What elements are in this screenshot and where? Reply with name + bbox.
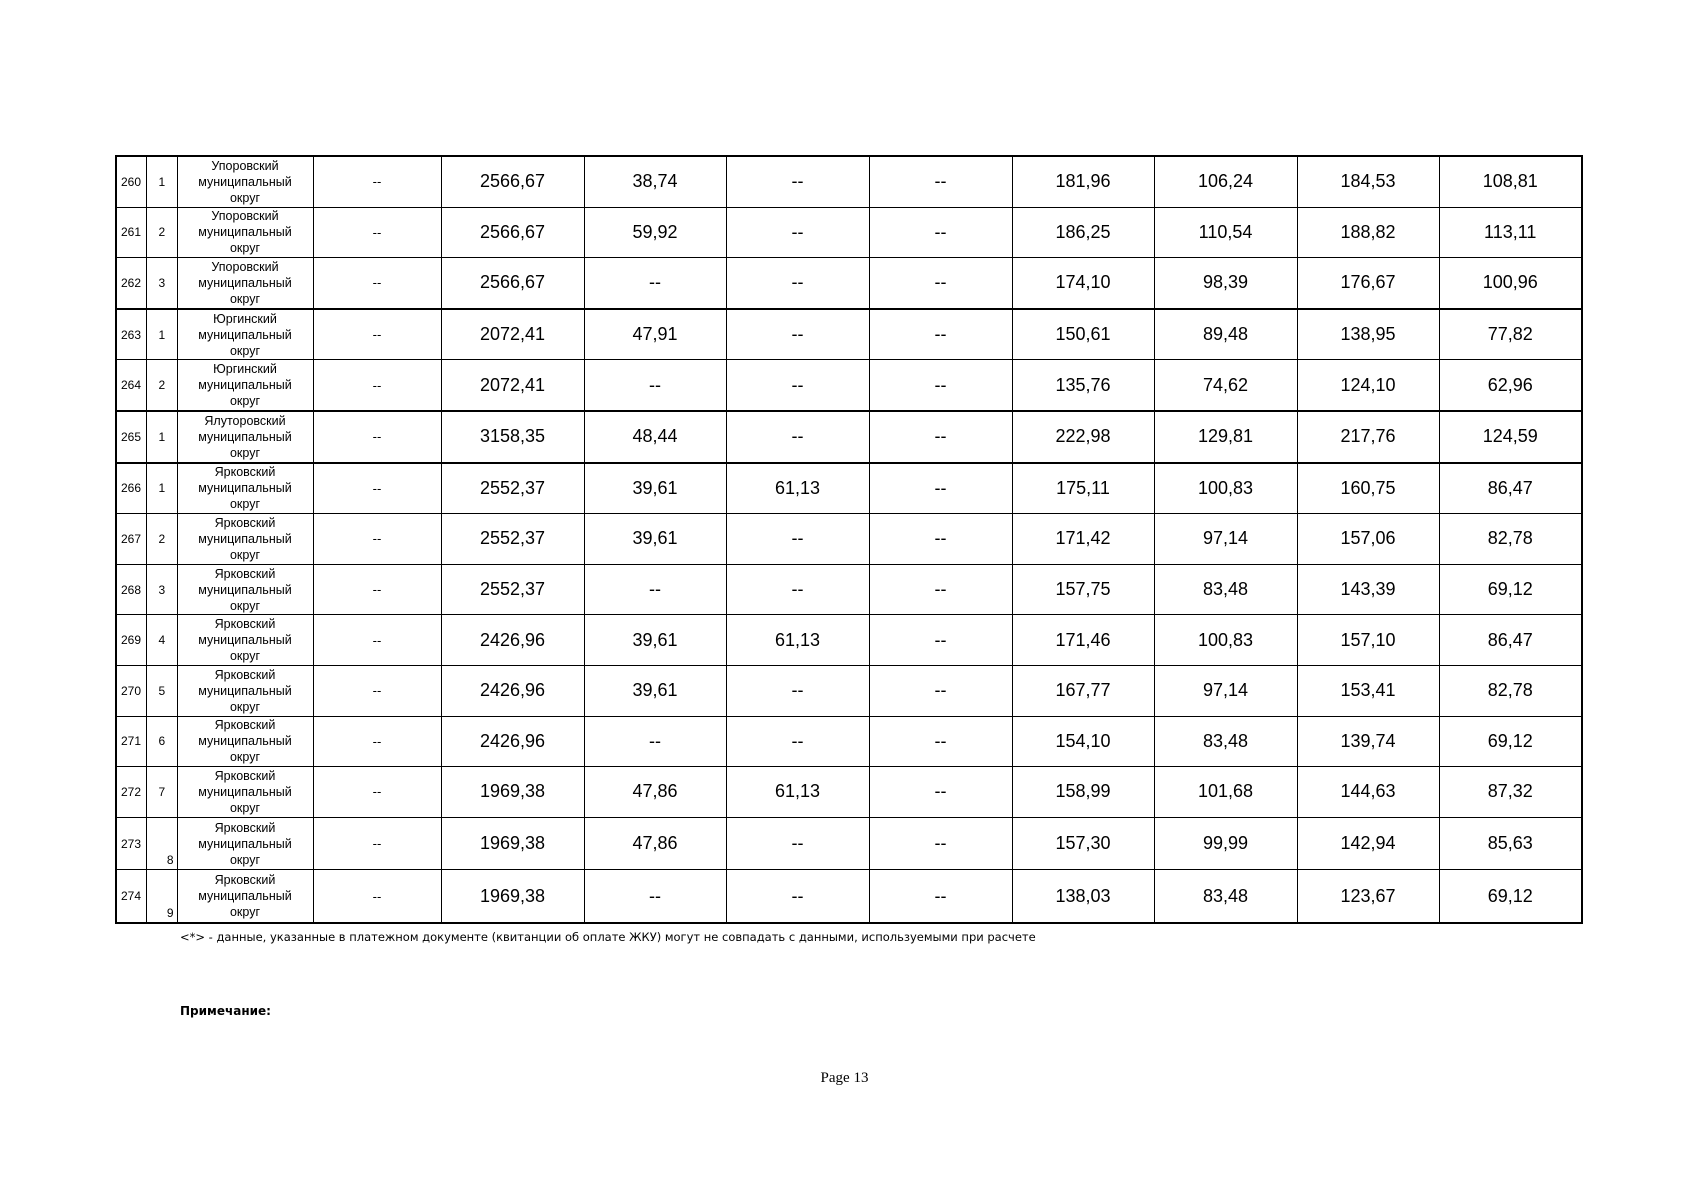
value-cell-c6: 48,44 — [584, 411, 726, 463]
district-name-line: округ — [229, 750, 261, 765]
value-cell-c7: -- — [726, 156, 869, 207]
table-row — [116, 463, 1582, 514]
value-cell-c6: 39,61 — [584, 665, 726, 716]
value-cell-c4: -- — [313, 870, 441, 923]
value-cell-c11: 123,67 — [1297, 870, 1439, 923]
value-cell-c11: 142,94 — [1297, 817, 1439, 870]
value-cell-c6: 39,61 — [584, 514, 726, 565]
value-cell-c10: 97,14 — [1154, 665, 1297, 716]
value-cell-c7: -- — [726, 360, 869, 411]
value-cell-c11: 160,75 — [1297, 463, 1439, 514]
value-cell-c10: 101,68 — [1154, 767, 1297, 818]
value-cell-c9: 157,30 — [1012, 817, 1154, 870]
table-row — [116, 360, 1582, 411]
value-cell-c10: 89,48 — [1154, 309, 1297, 360]
value-cell-c4: -- — [313, 767, 441, 818]
value-cell-c11: 139,74 — [1297, 716, 1439, 767]
district-name-line: округ — [229, 905, 261, 920]
value-cell-c8: -- — [869, 309, 1012, 360]
row-number-cell: 269 — [116, 615, 146, 666]
value-cell-c4: -- — [313, 817, 441, 870]
district-name-line: округ — [229, 547, 261, 562]
value-cell-c10: 106,24 — [1154, 156, 1297, 207]
value-cell-c9: 135,76 — [1012, 360, 1154, 411]
value-cell-c8: -- — [869, 665, 1012, 716]
district-name-line: муниципальный — [198, 784, 292, 799]
value-cell-c9: 175,11 — [1012, 463, 1154, 514]
sub-number-cell: 2 — [146, 514, 177, 565]
value-cell-c6: 47,91 — [584, 309, 726, 360]
value-cell-c4: -- — [313, 360, 441, 411]
value-cell-c9: 150,61 — [1012, 309, 1154, 360]
sub-number-cell: 1 — [146, 411, 177, 463]
district-name-line: муниципальный — [198, 734, 292, 749]
sub-number-cell: 5 — [146, 665, 177, 716]
value-cell-c7: -- — [726, 716, 869, 767]
value-cell-c6: 39,61 — [584, 463, 726, 514]
value-cell-c10: 98,39 — [1154, 258, 1297, 309]
value-cell-c4: -- — [313, 514, 441, 565]
district-name-line: округ — [229, 394, 261, 409]
table-row — [116, 767, 1582, 818]
row-number-cell: 265 — [116, 411, 146, 463]
sub-number-cell: 3 — [146, 564, 177, 615]
district-name-line: Ярковский — [214, 515, 276, 530]
value-cell-c8: -- — [869, 870, 1012, 923]
value-cell-c4: -- — [313, 411, 441, 463]
district-name-cell — [177, 767, 313, 818]
value-cell-c4: -- — [313, 463, 441, 514]
district-name-line: округ — [229, 699, 261, 714]
row-number-cell: 261 — [116, 207, 146, 258]
value-cell-c7: -- — [726, 258, 869, 309]
value-cell-c7: -- — [726, 564, 869, 615]
value-cell-c12: 69,12 — [1439, 716, 1582, 767]
sub-number-cell: 2 — [146, 207, 177, 258]
value-cell-c4: -- — [313, 309, 441, 360]
value-cell-c7: 61,13 — [726, 767, 869, 818]
district-name-line: округ — [229, 445, 261, 460]
value-cell-c12: 77,82 — [1439, 309, 1582, 360]
value-cell-c12: 69,12 — [1439, 870, 1582, 923]
value-cell-c7: 61,13 — [726, 463, 869, 514]
district-name-line: Ярковский — [214, 768, 276, 783]
value-cell-c9: 157,75 — [1012, 564, 1154, 615]
district-name-line: муниципальный — [198, 378, 292, 393]
value-cell-c7: -- — [726, 207, 869, 258]
value-cell-c5: 2566,67 — [441, 156, 584, 207]
value-cell-c5: 2426,96 — [441, 716, 584, 767]
value-cell-c9: 167,77 — [1012, 665, 1154, 716]
value-cell-c7: -- — [726, 514, 869, 565]
district-name-line: округ — [229, 800, 261, 815]
sub-number-cell: 1 — [146, 463, 177, 514]
district-name-cell — [177, 258, 313, 309]
value-cell-c8: -- — [869, 156, 1012, 207]
value-cell-c5: 3158,35 — [441, 411, 584, 463]
value-cell-c10: 99,99 — [1154, 817, 1297, 870]
district-name-line: муниципальный — [198, 174, 292, 189]
district-name-line: муниципальный — [198, 836, 292, 851]
district-name-line: округ — [229, 598, 261, 613]
district-name-cell — [177, 309, 313, 360]
district-name-line: Ярковский — [214, 617, 276, 632]
footnote: <*> - данные, указанные в платежном документе (квитанции об оплате ЖКУ) могут не совпадать с данными, используемыми при расчете — [180, 930, 1036, 944]
district-name-cell — [177, 514, 313, 565]
value-cell-c11: 184,53 — [1297, 156, 1439, 207]
district-name-line: муниципальный — [198, 275, 292, 290]
district-name-line: округ — [229, 649, 261, 664]
value-cell-c12: 85,63 — [1439, 817, 1582, 870]
value-cell-c10: 129,81 — [1154, 411, 1297, 463]
value-cell-c11: 153,41 — [1297, 665, 1439, 716]
value-cell-c4: -- — [313, 258, 441, 309]
value-cell-c12: 108,81 — [1439, 156, 1582, 207]
value-cell-c7: -- — [726, 817, 869, 870]
district-name-cell — [177, 207, 313, 258]
value-cell-c6: -- — [584, 716, 726, 767]
value-cell-c4: -- — [313, 564, 441, 615]
value-cell-c8: -- — [869, 817, 1012, 870]
value-cell-c5: 2072,41 — [441, 360, 584, 411]
district-name-line: Ярковский — [214, 718, 276, 733]
value-cell-c6: 39,61 — [584, 615, 726, 666]
district-name-cell — [177, 716, 313, 767]
value-cell-c7: -- — [726, 411, 869, 463]
value-cell-c11: 138,95 — [1297, 309, 1439, 360]
table-row — [116, 716, 1582, 767]
row-number-cell: 264 — [116, 360, 146, 411]
value-cell-c6: 38,74 — [584, 156, 726, 207]
value-cell-c4: -- — [313, 615, 441, 666]
value-cell-c8: -- — [869, 207, 1012, 258]
value-cell-c6: 59,92 — [584, 207, 726, 258]
remark-label: Примечание: — [180, 1004, 271, 1018]
row-number-cell: 273 — [116, 817, 146, 870]
value-cell-c10: 97,14 — [1154, 514, 1297, 565]
table-row — [116, 564, 1582, 615]
district-name-line: Ярковский — [214, 873, 276, 888]
table-row — [116, 258, 1582, 309]
value-cell-c12: 87,32 — [1439, 767, 1582, 818]
sub-number-cell: 2 — [146, 360, 177, 411]
district-name-cell — [177, 411, 313, 463]
district-name-line: округ — [229, 291, 261, 306]
value-cell-c7: -- — [726, 309, 869, 360]
value-cell-c5: 2552,37 — [441, 514, 584, 565]
table-row — [116, 156, 1582, 207]
district-name-cell — [177, 360, 313, 411]
value-cell-c7: -- — [726, 665, 869, 716]
value-cell-c10: 74,62 — [1154, 360, 1297, 411]
district-name-line: Ярковский — [214, 566, 276, 581]
value-cell-c11: 124,10 — [1297, 360, 1439, 411]
value-cell-c9: 174,10 — [1012, 258, 1154, 309]
district-name-cell — [177, 156, 313, 207]
row-number-cell: 262 — [116, 258, 146, 309]
value-cell-c9: 158,99 — [1012, 767, 1154, 818]
row-number-cell: 260 — [116, 156, 146, 207]
row-number-cell: 268 — [116, 564, 146, 615]
value-cell-c5: 1969,38 — [441, 870, 584, 923]
value-cell-c5: 2566,67 — [441, 258, 584, 309]
value-cell-c8: -- — [869, 767, 1012, 818]
sub-number-cell: 4 — [146, 615, 177, 666]
sub-number-cell: 3 — [146, 258, 177, 309]
value-cell-c9: 154,10 — [1012, 716, 1154, 767]
value-cell-c4: -- — [313, 665, 441, 716]
value-cell-c4: -- — [313, 156, 441, 207]
district-name-line: округ — [229, 190, 261, 205]
district-name-line: округ — [229, 343, 261, 358]
row-number-cell: 267 — [116, 514, 146, 565]
district-name-line: муниципальный — [198, 889, 292, 904]
row-number-cell: 272 — [116, 767, 146, 818]
value-cell-c8: -- — [869, 463, 1012, 514]
value-cell-c10: 100,83 — [1154, 463, 1297, 514]
value-cell-c11: 188,82 — [1297, 207, 1439, 258]
value-cell-c9: 171,42 — [1012, 514, 1154, 565]
value-cell-c11: 157,06 — [1297, 514, 1439, 565]
row-number-cell: 271 — [116, 716, 146, 767]
value-cell-c6: -- — [584, 870, 726, 923]
value-cell-c9: 171,46 — [1012, 615, 1154, 666]
value-cell-c7: 61,13 — [726, 615, 869, 666]
district-name-line: муниципальный — [198, 481, 292, 496]
district-name-cell — [177, 817, 313, 870]
district-name-line: муниципальный — [198, 225, 292, 240]
value-cell-c6: -- — [584, 258, 726, 309]
district-name-line: Упоровский — [211, 209, 279, 224]
district-name-cell — [177, 615, 313, 666]
district-name-line: Ярковский — [214, 667, 276, 682]
district-name-line: муниципальный — [198, 327, 292, 342]
value-cell-c9: 181,96 — [1012, 156, 1154, 207]
sub-number-cell: 6 — [146, 716, 177, 767]
value-cell-c6: 47,86 — [584, 817, 726, 870]
value-cell-c6: -- — [584, 360, 726, 411]
value-cell-c8: -- — [869, 564, 1012, 615]
sub-number-cell: 1 — [146, 309, 177, 360]
value-cell-c5: 2426,96 — [441, 615, 584, 666]
district-name-line: муниципальный — [198, 531, 292, 546]
value-cell-c11: 157,10 — [1297, 615, 1439, 666]
table-row — [116, 665, 1582, 716]
value-cell-c12: 86,47 — [1439, 615, 1582, 666]
value-cell-c7: -- — [726, 870, 869, 923]
table-row — [116, 309, 1582, 360]
value-cell-c12: 69,12 — [1439, 564, 1582, 615]
table-row — [116, 411, 1582, 463]
row-number-cell: 266 — [116, 463, 146, 514]
district-name-line: муниципальный — [198, 633, 292, 648]
district-name-line: Упоровский — [211, 259, 279, 274]
value-cell-c8: -- — [869, 514, 1012, 565]
value-cell-c8: -- — [869, 360, 1012, 411]
sub-number-cell: 8 — [146, 817, 177, 870]
value-cell-c5: 2552,37 — [441, 564, 584, 615]
value-cell-c4: -- — [313, 716, 441, 767]
value-cell-c5: 2552,37 — [441, 463, 584, 514]
value-cell-c10: 83,48 — [1154, 564, 1297, 615]
row-number-cell: 270 — [116, 665, 146, 716]
value-cell-c6: -- — [584, 564, 726, 615]
district-name-cell — [177, 870, 313, 923]
value-cell-c9: 222,98 — [1012, 411, 1154, 463]
district-name-line: округ — [229, 497, 261, 512]
district-name-line: Юргинский — [213, 311, 277, 326]
value-cell-c5: 1969,38 — [441, 767, 584, 818]
value-cell-c5: 1969,38 — [441, 817, 584, 870]
district-name-line: округ — [229, 241, 261, 256]
table-row — [116, 514, 1582, 565]
row-number-cell: 274 — [116, 870, 146, 923]
value-cell-c11: 217,76 — [1297, 411, 1439, 463]
district-name-line: Ярковский — [214, 820, 276, 835]
value-cell-c11: 176,67 — [1297, 258, 1439, 309]
value-cell-c12: 113,11 — [1439, 207, 1582, 258]
value-cell-c12: 100,96 — [1439, 258, 1582, 309]
value-cell-c5: 2426,96 — [441, 665, 584, 716]
page-number: Page 13 — [820, 1070, 869, 1086]
district-name-cell — [177, 463, 313, 514]
value-cell-c8: -- — [869, 615, 1012, 666]
value-cell-c11: 143,39 — [1297, 564, 1439, 615]
value-cell-c11: 144,63 — [1297, 767, 1439, 818]
district-name-line: Ярковский — [214, 465, 276, 480]
sub-number-cell: 1 — [146, 156, 177, 207]
value-cell-c10: 110,54 — [1154, 207, 1297, 258]
district-name-line: муниципальный — [198, 429, 292, 444]
table-row — [116, 817, 1582, 870]
value-cell-c12: 82,78 — [1439, 665, 1582, 716]
district-name-line: округ — [229, 852, 261, 867]
value-cell-c12: 86,47 — [1439, 463, 1582, 514]
table-row — [116, 207, 1582, 258]
value-cell-c5: 2072,41 — [441, 309, 584, 360]
value-cell-c10: 83,48 — [1154, 716, 1297, 767]
table-row — [116, 870, 1582, 923]
value-cell-c9: 186,25 — [1012, 207, 1154, 258]
value-cell-c5: 2566,67 — [441, 207, 584, 258]
value-cell-c8: -- — [869, 258, 1012, 309]
district-name-line: муниципальный — [198, 683, 292, 698]
tariff-table — [115, 155, 1583, 924]
sub-number-cell: 7 — [146, 767, 177, 818]
value-cell-c6: 47,86 — [584, 767, 726, 818]
sub-number-cell: 9 — [146, 870, 177, 923]
district-name-cell — [177, 564, 313, 615]
value-cell-c10: 83,48 — [1154, 870, 1297, 923]
district-name-line: Юргинский — [213, 362, 277, 377]
value-cell-c8: -- — [869, 411, 1012, 463]
district-name-line: Упоровский — [211, 158, 279, 173]
value-cell-c4: -- — [313, 207, 441, 258]
value-cell-c9: 138,03 — [1012, 870, 1154, 923]
value-cell-c12: 82,78 — [1439, 514, 1582, 565]
value-cell-c8: -- — [869, 716, 1012, 767]
district-name-cell — [177, 665, 313, 716]
value-cell-c10: 100,83 — [1154, 615, 1297, 666]
district-name-line: Ялуторовский — [204, 413, 286, 428]
value-cell-c12: 62,96 — [1439, 360, 1582, 411]
district-name-line: муниципальный — [198, 582, 292, 597]
table-row — [116, 615, 1582, 666]
row-number-cell: 263 — [116, 309, 146, 360]
value-cell-c12: 124,59 — [1439, 411, 1582, 463]
